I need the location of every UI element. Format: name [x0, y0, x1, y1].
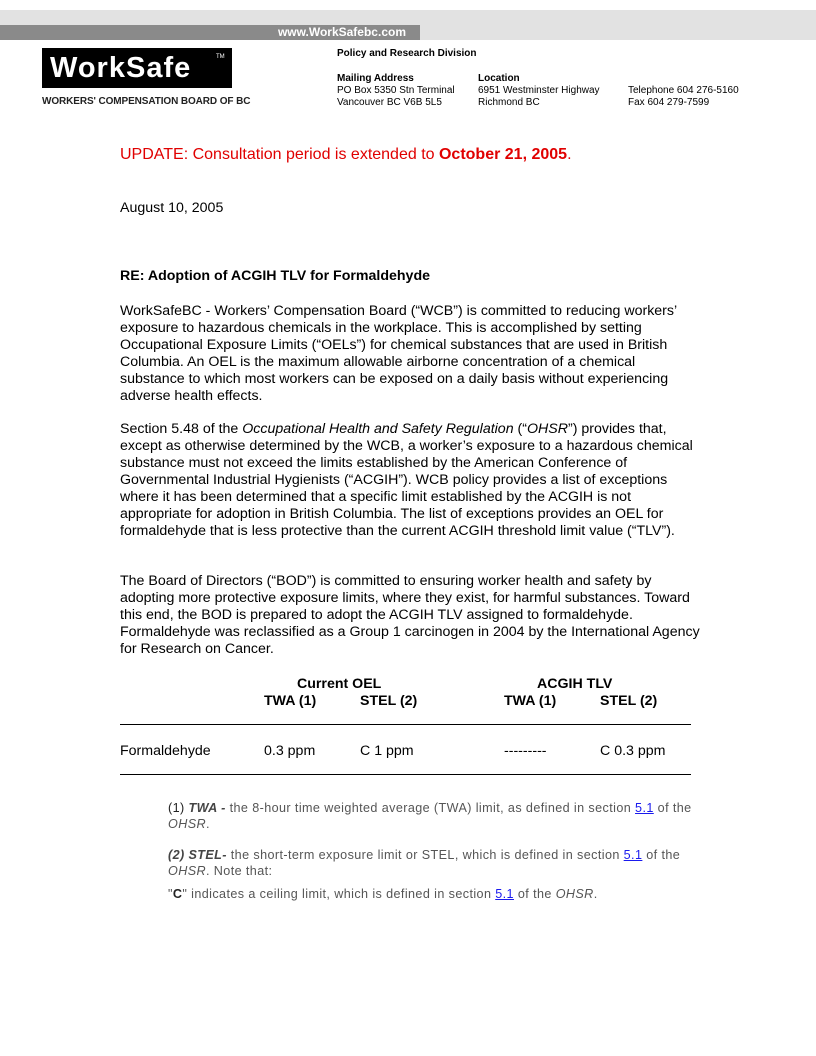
cell-tlv-twa: ---------: [504, 743, 547, 759]
group-current-oel: Current OEL: [297, 676, 382, 692]
paragraph-1: WorkSafeBC - Workers’ Compensation Board (“WCB”) is committed to reducing workers’ exposure to hazardous chemicals in the workplace. This is accomplished by setting Occupational Exposure Limits (“OELs”) for chemical substances that are used in British Columbia. An OEL is the maximum allowable airborne concentration of a chemical substance to which most workers can be exposed on a daily basis without experiencing adverse health effects.: [120, 303, 677, 404]
update-date: October 21, 2005: [438, 146, 568, 163]
website-url[interactable]: www.WorkSafebc.com: [0, 25, 420, 40]
footnote-ceiling: "C" indicates a ceiling limit, which is defined in section 5.1 of the OHSR.: [168, 887, 598, 901]
location-label: Location: [478, 73, 520, 84]
location-address: [478, 73, 600, 109]
cell-tlv-stel: C 0.3 ppm: [600, 743, 666, 759]
fax: Fax 604 279-7599: [628, 97, 710, 108]
contact-numbers: [628, 85, 739, 109]
letter-subject: RE: Adoption of ACGIH TLV for Formaldehyde: [120, 268, 431, 284]
mailing-address: [337, 73, 455, 109]
paragraph-2: Section 5.48 of the Occupational Health and Safety Regulation (“OHSR”) provides that, except as otherwise determined by the WCB, a worker’s exposure to a hazardous chemical substance must not exceed the limits established by the American Conference of Governmental Industrial Hygienists (“ACGIH”). WCB policy provides a list of exceptions where it has been determined that a specific limit established by the ACGIH is not appropriate for adoption in British Columbia. The list of exceptions provides an OEL for formaldehyde that is less protective than the current ACGIH threshold limit value (“TLV”).: [120, 421, 693, 539]
mailing-line2: Vancouver BC V6B 5L5: [337, 97, 442, 108]
header-tlv-stel: STEL (2): [600, 693, 658, 709]
telephone: Telephone 604 276-5160: [628, 85, 739, 96]
regulation-title: Occupational Health and Safety Regulation: [242, 421, 514, 437]
cell-substance: Formaldehyde: [120, 743, 211, 759]
section-5-1-link[interactable]: 5.1: [495, 887, 514, 901]
logo-trademark: TM: [216, 54, 225, 60]
division-name: Policy and Research Division: [337, 48, 477, 59]
worksafe-logo: WorkSafe: [42, 48, 232, 88]
section-5-1-link[interactable]: 5.1: [623, 848, 643, 862]
mailing-line1: PO Box 5350 Stn Terminal: [337, 85, 455, 96]
mailing-label: Mailing Address: [337, 73, 414, 84]
letter-date: August 10, 2005: [120, 200, 224, 216]
footnote-twa: (1) TWA - the 8-hour time weighted average (TWA) limit, as defined in section 5.1 of the OHSR.: [168, 801, 692, 831]
table-rule-bottom: [120, 774, 691, 775]
paragraph-3: The Board of Directors (“BOD”) is committed to ensuring worker health and safety by adopting more protective exposure limits, where they exist, for harmful substances. Toward this end, the BOD is prepared to adopt the ACGIH TLV assigned to formaldehyde. Formaldehyde was reclassified as a Group 1 carcinogen in 2004 by the International Agency for Research on Cancer.: [120, 573, 700, 657]
location-line1: 6951 Westminster Highway: [478, 85, 600, 96]
location-line2: Richmond BC: [478, 97, 540, 108]
table-rule-top: [120, 724, 691, 725]
update-notice: UPDATE: Consultation period is extended to October 21, 2005.: [120, 146, 572, 163]
cell-oel-stel: C 1 ppm: [360, 743, 414, 759]
header-tlv-twa: TWA (1): [504, 693, 557, 709]
group-acgih-tlv: ACGIH TLV: [537, 676, 613, 692]
logo-subtitle: WORKERS' COMPENSATION BOARD OF BC: [42, 96, 251, 107]
header-oel-twa: TWA (1): [264, 693, 317, 709]
header-oel-stel: STEL (2): [360, 693, 418, 709]
cell-oel-twa: 0.3 ppm: [264, 743, 316, 759]
footnote-stel: (2) STEL- the short-term exposure limit or STEL, which is defined in section 5.1 of the OHSR. Note that:: [168, 848, 681, 878]
section-5-1-link[interactable]: 5.1: [635, 801, 654, 815]
